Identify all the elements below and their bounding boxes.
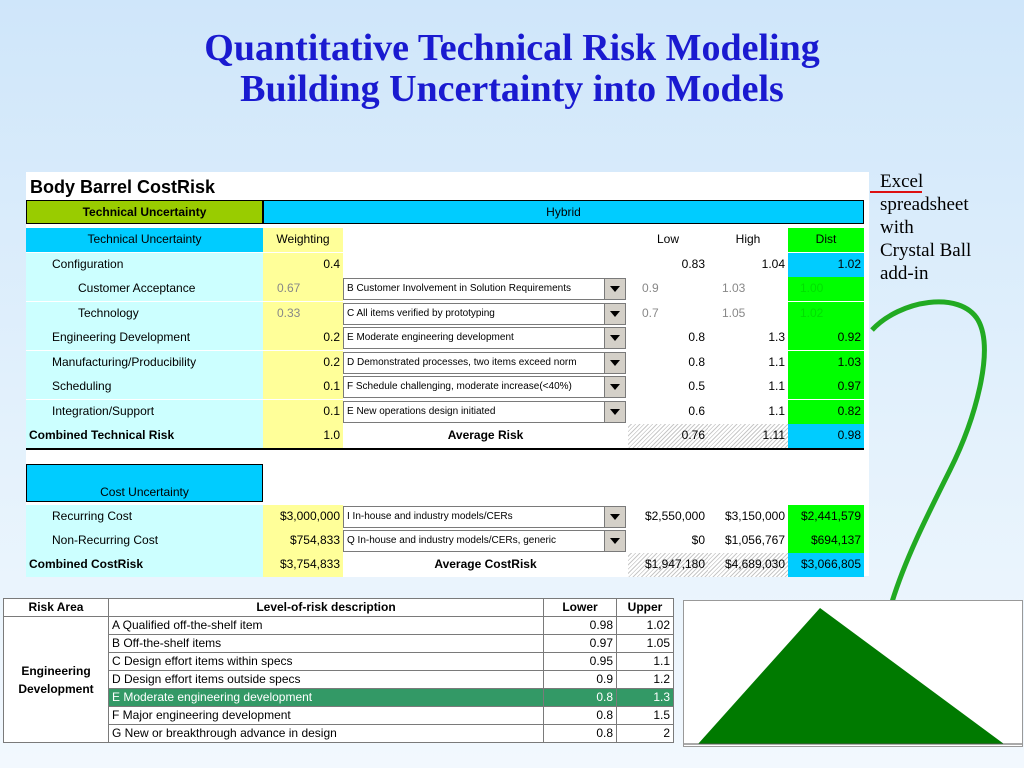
tech-row-label: Scheduling (26, 375, 263, 399)
dropdown-value: F Schedule challenging, moderate increase(<40%) (347, 381, 572, 392)
col-weighting-header: Weighting (263, 228, 343, 252)
tech-row-label: Customer Acceptance (26, 277, 263, 301)
col-dist-header: Dist (788, 228, 864, 252)
upper-cell: 1.3 (617, 689, 674, 707)
col-lower: Lower (544, 599, 617, 617)
cost-row-value[interactable]: $3,000,000 (263, 505, 343, 529)
tech-row-dist: 0.97 (788, 375, 864, 399)
col-description: Level-of-risk description (109, 599, 544, 617)
tech-row-low: 0.8 (628, 351, 708, 375)
desc-cell: C Design effort items within specs (109, 653, 544, 671)
tech-row-low: 0.6 (628, 400, 708, 424)
upper-cell: 1.2 (617, 671, 674, 689)
tech-row-label: Engineering Development (26, 326, 263, 350)
upper-cell: 1.5 (617, 707, 674, 725)
dropdown-value: I In-house and industry models/CERs (347, 511, 513, 522)
cost-row-value[interactable]: $754,833 (263, 529, 343, 553)
annotation-line: Crystal Ball (880, 240, 972, 261)
combined-tech-low: 0.76 (628, 424, 708, 448)
desc-cell: G New or breakthrough advance in design (109, 725, 544, 743)
cost-row-high: $1,056,767 (708, 529, 788, 553)
tech-row-dist: 0.82 (788, 400, 864, 424)
tech-row-label: Configuration (26, 253, 263, 277)
header-technical-uncertainty: Technical Uncertainty (26, 200, 263, 224)
dropdown-value: Q In-house and industry models/CERs, generic (347, 535, 556, 546)
upper-cell: 1.02 (617, 617, 674, 635)
tech-row-weight[interactable]: 0.33 (263, 302, 343, 326)
annotation-line: Excel (880, 171, 924, 192)
cost-uncertainty-header: Cost Uncertainty (26, 464, 263, 502)
desc-cell: B Off-the-shelf items (109, 635, 544, 653)
lower-cell: 0.8 (544, 725, 617, 743)
tech-row-high: 1.1 (708, 400, 788, 424)
tech-row-low: 0.8 (628, 326, 708, 350)
cost-row-label: Recurring Cost (26, 505, 263, 529)
connector-arrow-line (872, 302, 984, 602)
desc-cell: F Major engineering development (109, 707, 544, 725)
dropdown-value: E New operations design initiated (347, 406, 496, 417)
col-risk-area: Risk Area (4, 599, 109, 617)
annotation-line: add-in (880, 263, 929, 284)
tech-row-high: 1.03 (708, 277, 788, 301)
tech-row-label: Integration/Support (26, 400, 263, 424)
tech-row-low: 0.83 (628, 253, 708, 277)
tech-row-label: Technology (26, 302, 263, 326)
upper-cell: 2 (617, 725, 674, 743)
lower-cell: 0.8 (544, 689, 617, 707)
average-risk-label: Average Risk (343, 424, 628, 448)
lower-cell: 0.8 (544, 707, 617, 725)
col-high-header: High (708, 228, 788, 252)
combined-tech-label: Combined Technical Risk (26, 424, 263, 448)
cost-row-label: Non-Recurring Cost (26, 529, 263, 553)
tech-row-weight[interactable]: 0.1 (263, 375, 343, 399)
tech-row-low: 0.9 (628, 277, 708, 301)
cost-row-low: $0 (628, 529, 708, 553)
sheet-title: Body Barrel CostRisk (30, 177, 216, 197)
risk-level-table (3, 598, 674, 743)
title-line-1: Quantitative Technical Risk Modeling (204, 27, 820, 69)
annotation-line: with (880, 217, 914, 238)
lower-cell: 0.98 (544, 617, 617, 635)
combined-tech-high: 1.11 (708, 424, 788, 448)
upper-cell: 1.05 (617, 635, 674, 653)
combined-tech-dist: 0.98 (788, 424, 864, 448)
title-line-2: Building Uncertainty into Models (240, 68, 784, 110)
tech-row-weight[interactable]: 0.4 (263, 253, 343, 277)
lower-cell: 0.97 (544, 635, 617, 653)
combined-cost-dist: $3,066,805 (788, 553, 864, 577)
triangular-distribution-chart (683, 600, 1023, 747)
risk-area-line: Development (18, 681, 94, 696)
tech-row-high: 1.1 (708, 351, 788, 375)
dropdown-value: C All items verified by prototyping (347, 308, 495, 319)
tech-row-high: 1.04 (708, 253, 788, 277)
cost-row-dist: $694,137 (788, 529, 864, 553)
tech-row-dist: 1.02 (788, 253, 864, 277)
dropdown-value: D Demonstrated processes, two items exceed norm (347, 357, 577, 368)
combined-cost-value: $3,754,833 (263, 553, 343, 577)
desc-cell: D Design effort items outside specs (109, 671, 544, 689)
col-upper: Upper (617, 599, 674, 617)
header-hybrid: Hybrid (263, 200, 864, 224)
tech-row-low: 0.5 (628, 375, 708, 399)
tech-row-weight[interactable]: 0.2 (263, 351, 343, 375)
table-row (4, 617, 674, 635)
tech-row-weight[interactable]: 0.1 (263, 400, 343, 424)
desc-cell: A Qualified off-the-shelf item (109, 617, 544, 635)
tech-row-dist: 1.02 (788, 302, 864, 326)
upper-cell: 1.1 (617, 653, 674, 671)
dropdown-value: B Customer Involvement in Solution Requirements (347, 283, 571, 294)
risk-area-line: Engineering (21, 663, 91, 678)
combined-cost-low: $1,947,180 (628, 553, 708, 577)
annotation-line: spreadsheet (880, 194, 969, 215)
lower-cell: 0.95 (544, 653, 617, 671)
distribution-plot (684, 601, 1022, 746)
col-label-header: Technical Uncertainty (26, 228, 263, 252)
tech-row-weight[interactable]: 0.67 (263, 277, 343, 301)
desc-cell: E Moderate engineering development (109, 689, 544, 707)
cost-row-low: $2,550,000 (628, 505, 708, 529)
tech-row-low: 0.7 (628, 302, 708, 326)
risk-area-cell (4, 617, 109, 743)
tech-row-high: 1.05 (708, 302, 788, 326)
triangle-distribution-shape (698, 608, 1004, 744)
combined-cost-label: Combined CostRisk (26, 553, 263, 577)
tech-row-label: Manufacturing/Producibility (26, 351, 263, 375)
combined-tech-weight: 1.0 (263, 424, 343, 448)
tech-row-dist: 0.92 (788, 326, 864, 350)
combined-cost-high: $4,689,030 (708, 553, 788, 577)
tech-row-dist: 1.00 (788, 277, 864, 301)
col-low-header: Low (628, 228, 708, 252)
cost-row-high: $3,150,000 (708, 505, 788, 529)
tech-row-weight[interactable]: 0.2 (263, 326, 343, 350)
lower-cell: 0.9 (544, 671, 617, 689)
dropdown-value: E Moderate engineering development (347, 332, 514, 343)
tech-row-high: 1.3 (708, 326, 788, 350)
average-costrisk-label: Average CostRisk (343, 553, 628, 577)
cost-row-dist: $2,441,579 (788, 505, 864, 529)
tech-row-dist: 1.03 (788, 351, 864, 375)
tech-row-high: 1.1 (708, 375, 788, 399)
